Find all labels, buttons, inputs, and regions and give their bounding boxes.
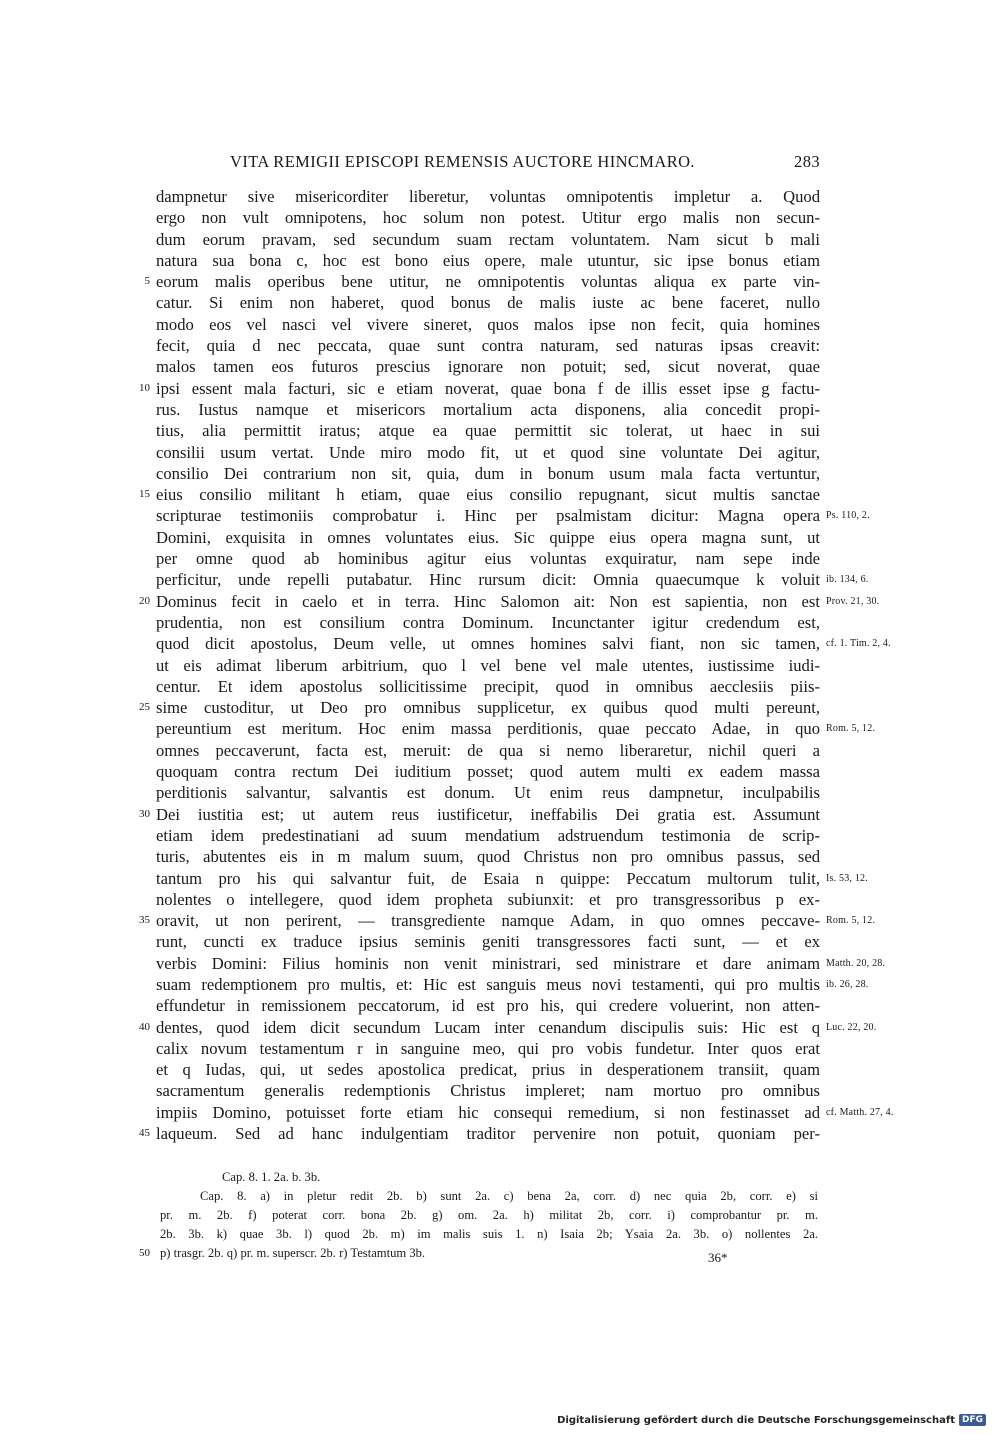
text-line bbox=[0, 612, 1000, 633]
margin-reference: ib. 134, 6. bbox=[826, 574, 869, 586]
margin-reference: Prov. 21, 30. bbox=[826, 595, 880, 607]
line-text: per omne quod ab hominibus agitur eius voluntas exquiratur, nam sepe inde bbox=[156, 549, 820, 569]
line-number: 25 bbox=[139, 701, 150, 714]
text-line bbox=[0, 1017, 1000, 1038]
text-line bbox=[0, 1102, 1000, 1123]
line-text: modo eos vel nasci vel vivere sineret, quos malos ipse non fecit, quia homines bbox=[156, 314, 820, 334]
line-text: oravit, ut non perirent, — transgrediente namque Adam, in quo omnes peccave- bbox=[156, 911, 820, 931]
text-line bbox=[0, 1038, 1000, 1059]
text-line bbox=[0, 292, 1000, 313]
line-text: dum eorum pravam, sed secundum suam rectam voluntatem. Nam sicut b mali bbox=[156, 229, 820, 249]
line-text: effundetur in remissionem peccatorum, id est pro his, qui credere voluerint, non atten- bbox=[156, 996, 820, 1016]
margin-reference: Is. 53, 12. bbox=[826, 872, 868, 884]
text-line bbox=[0, 1059, 1000, 1080]
text-line bbox=[0, 378, 1000, 399]
main-text bbox=[0, 186, 1000, 1144]
signature-mark: 36* bbox=[708, 1250, 728, 1265]
text-line bbox=[0, 186, 1000, 207]
line-text: suam redemptionem pro multis, et: Hic est sanguis meus novi testamenti, qui pro multis bbox=[156, 974, 820, 994]
running-header bbox=[150, 152, 820, 174]
page-number: 283 bbox=[794, 152, 820, 171]
line-text: dampnetur sive misericorditer liberetur, voluntas omnipotentis impletur a. Quod bbox=[156, 187, 820, 206]
line-text: etiam idem predestinatiani ad suum mendatium adstruendum testimonia de scrip- bbox=[156, 825, 820, 845]
line-text: eorum malis operibus bene utitur, ne omnipotentis voluntas aliqua ex parte vin- bbox=[156, 272, 820, 292]
text-line bbox=[0, 889, 1000, 910]
line-number: 35 bbox=[139, 914, 150, 927]
line-text: quod dicit apostolus, Deum velle, ut omnes homines salvi fiant, non sic tamen, bbox=[156, 634, 820, 654]
note-text: Cap. 8. 1. 2a. b. 3b. bbox=[222, 1170, 321, 1184]
line-text: rus. Iustus namque et misericors mortalium acta disponens, alia concedit propi- bbox=[156, 399, 820, 419]
note-line bbox=[0, 1168, 1000, 1187]
text-line bbox=[0, 569, 1000, 590]
line-text: eius consilio militant h etiam, quae eius consilio repugnant, sicut multis sanctae bbox=[156, 485, 820, 505]
line-text: et q Iudas, qui, ut sedes apostolica predicat, prius in desperationem transiit, quam bbox=[156, 1060, 820, 1080]
line-text: runt, cuncti ex traduce ipsius seminis geniti transgressores facti sunt, — et ex bbox=[156, 932, 820, 952]
line-number: 45 bbox=[139, 1127, 150, 1140]
line-text: Domini, exquisita in omnes voluntates eius. Sic quippe eius opera magna sunt, ut bbox=[156, 527, 820, 547]
footer-text: Digitalisierung gefördert durch die Deutsche Forschungsgemeinschaft bbox=[557, 1414, 955, 1426]
text-line bbox=[0, 527, 1000, 548]
line-text: laqueum. Sed ad hanc indulgentiam traditor pervenire non potuit, quoniam per- bbox=[156, 1124, 820, 1144]
text-line bbox=[0, 207, 1000, 228]
text-line bbox=[0, 910, 1000, 931]
line-text: Dei iustitia est; ut autem reus iustificetur, ineffabilis Dei gratia est. Assumunt bbox=[156, 804, 820, 824]
note-text: Cap. 8. a) in pletur redit 2b. b) sunt 2a. c) bena 2a, corr. d) nec quia 2b, corr. e) si bbox=[200, 1189, 818, 1203]
line-text: centur. Et idem apostolus sollicitissime precipit, quod in omnibus aecclesiis piis- bbox=[156, 676, 820, 696]
line-text: consilio Dei contrarium non sit, quia, dum in bonum usum mala facta vertuntur, bbox=[156, 463, 820, 483]
text-line bbox=[0, 1080, 1000, 1101]
line-text: fecit, quia d nec peccata, quae sunt contra naturam, sed naturas ipsas creavit: bbox=[156, 336, 820, 356]
margin-reference: Matth. 20, 28. bbox=[826, 957, 886, 969]
line-text: quoquam contra rectum Dei iuditium posset; quod autem multi ex eadem massa bbox=[156, 762, 820, 782]
text-line bbox=[0, 591, 1000, 612]
note-line bbox=[0, 1187, 1000, 1206]
text-line bbox=[0, 761, 1000, 782]
line-text: perficitur, unde repelli putabatur. Hinc rursum dicit: Omnia quaecumque k voluit bbox=[156, 570, 820, 590]
line-number: 40 bbox=[139, 1020, 150, 1033]
text-line bbox=[0, 356, 1000, 377]
text-line bbox=[0, 314, 1000, 335]
footer bbox=[557, 1412, 986, 1428]
margin-reference: Rom. 5, 12. bbox=[826, 915, 876, 927]
text-line bbox=[0, 655, 1000, 676]
text-line bbox=[0, 697, 1000, 718]
line-text: Dominus fecit in caelo et in terra. Hinc Salomon ait: Non est sapientia, non est bbox=[156, 591, 820, 611]
note-line bbox=[0, 1206, 1000, 1225]
line-text: natura sua bona c, hoc est bono eius opere, male utuntur, sic ipse bonus etiam bbox=[156, 250, 820, 270]
note-text: pr. m. 2b. f) poterat corr. bona 2b. g) om. 2a. h) militat 2b, corr. i) comprobantur pr. m. bbox=[160, 1208, 818, 1222]
text-line bbox=[0, 505, 1000, 526]
line-text: turis, abutentes eis in m malum suum, quod Christus non pro omnibus passus, sed bbox=[156, 847, 820, 867]
margin-reference: Rom. 5, 12. bbox=[826, 723, 876, 735]
text-line bbox=[0, 271, 1000, 292]
text-line bbox=[0, 463, 1000, 484]
running-title: VITA REMIGII EPISCOPI REMENSIS AUCTORE HINCMARO. bbox=[230, 152, 695, 171]
line-text: omnes peccaverunt, facta est, meruit: de qua si nemo liberaretur, nichil queri a bbox=[156, 740, 820, 760]
line-text: catur. Si enim non haberet, quod bonus de malis iuste ac bene faceret, nullo bbox=[156, 293, 820, 313]
line-text: nolentes o intellegere, quod idem propheta subiunxit: et pro transgressoribus p ex- bbox=[156, 889, 820, 909]
text-line bbox=[0, 995, 1000, 1016]
note-line bbox=[0, 1225, 1000, 1244]
note-text: 2b. 3b. k) quae 3b. l) quod 2b. m) im malis suis 1. n) Isaia 2b; Ysaia 2a. 3b. o) nollentes 2a. bbox=[160, 1227, 818, 1241]
line-text: ut eis adimat liberum arbitrium, quo l vel bene vel male utentes, iustissime iudi- bbox=[156, 655, 820, 675]
line-text: prudentia, non est consilium contra Dominum. Incunctanter igitur credendum est, bbox=[156, 612, 820, 632]
margin-reference: Luc. 22, 20. bbox=[826, 1021, 877, 1033]
text-line bbox=[0, 229, 1000, 250]
line-number: 30 bbox=[139, 807, 150, 820]
critical-apparatus bbox=[0, 1168, 1000, 1263]
text-line bbox=[0, 974, 1000, 995]
margin-reference: cf. Matth. 27, 4. bbox=[826, 1106, 894, 1118]
text-line bbox=[0, 250, 1000, 271]
text-line bbox=[0, 718, 1000, 739]
text-line bbox=[0, 335, 1000, 356]
text-line bbox=[0, 676, 1000, 697]
line-text: calix novum testamentum r in sanguine meo, qui pro vobis fundetur. Inter quos erat bbox=[156, 1038, 820, 1058]
text-line bbox=[0, 548, 1000, 569]
line-text: malos tamen eos futuros prescius ignorare non potuit; sed, sicut noverat, quae bbox=[156, 357, 820, 377]
note-line bbox=[0, 1244, 1000, 1263]
line-number: 50 bbox=[139, 1247, 150, 1259]
line-text: ergo non vult omnipotens, hoc solum non potest. Utitur ergo malis non secun- bbox=[156, 208, 820, 228]
text-line bbox=[0, 442, 1000, 463]
line-number: 10 bbox=[139, 381, 150, 394]
line-text: perditionis salvantur, salvantis est donum. Ut enim reus dampnetur, inculpabilis bbox=[156, 783, 820, 803]
text-line bbox=[0, 953, 1000, 974]
line-text: scripturae testimoniis comprobatur i. Hinc per psalmistam dicitur: Magna opera bbox=[156, 506, 820, 526]
line-number: 5 bbox=[144, 275, 150, 288]
text-line bbox=[0, 420, 1000, 441]
line-text: impiis Domino, potuisset forte etiam hic consequi remedium, si non festinasset ad bbox=[156, 1102, 820, 1122]
text-line bbox=[0, 782, 1000, 803]
line-number: 15 bbox=[139, 488, 150, 501]
text-line bbox=[0, 1123, 1000, 1144]
text-line bbox=[0, 399, 1000, 420]
text-line bbox=[0, 633, 1000, 654]
text-line bbox=[0, 868, 1000, 889]
line-text: ipsi essent mala facturi, sic e etiam noverat, quae bona f de illis esset ipse g factu- bbox=[156, 378, 820, 398]
margin-reference: cf. 1. Tim. 2, 4. bbox=[826, 638, 891, 650]
margin-reference: ib. 26, 28. bbox=[826, 978, 869, 990]
line-text: verbis Domini: Filius hominis non venit ministrari, sed ministrare et dare animam bbox=[156, 953, 820, 973]
line-text: sacramentum generalis redemptionis Christus impleret; nam mortuo pro omnibus bbox=[156, 1081, 820, 1101]
text-line bbox=[0, 846, 1000, 867]
note-text: p) trasgr. 2b. q) pr. m. superscr. 2b. r) Testamtum 3b. bbox=[160, 1246, 426, 1260]
line-text: pereuntium est meritum. Hoc enim massa perditionis, quae peccato Adae, in quo bbox=[156, 719, 820, 739]
margin-reference: Ps. 110, 2. bbox=[826, 510, 870, 522]
line-text: tius, alia permittit iratus; atque ea quae permittit sic tolerat, ut haec in sui bbox=[156, 421, 820, 441]
line-text: sime custoditur, ut Deo pro omnibus supplicetur, ex quibus quod multi pereunt, bbox=[156, 698, 820, 718]
line-text: dentes, quod idem dicit secundum Lucam inter cenandum discipulis suis: Hic est q bbox=[156, 1017, 820, 1037]
text-line bbox=[0, 484, 1000, 505]
text-line bbox=[0, 931, 1000, 952]
line-number: 20 bbox=[139, 594, 150, 607]
text-line bbox=[0, 825, 1000, 846]
text-line bbox=[0, 804, 1000, 825]
dfg-logo: DFG bbox=[959, 1414, 986, 1426]
line-text: tantum pro his qui salvantur fuit, de Esaia n quippe: Peccatum multorum tulit, bbox=[156, 868, 820, 888]
text-line bbox=[0, 740, 1000, 761]
line-text: consilii usum vertat. Unde miro modo fit, ut et quod sine voluntate Dei agitur, bbox=[156, 442, 820, 462]
